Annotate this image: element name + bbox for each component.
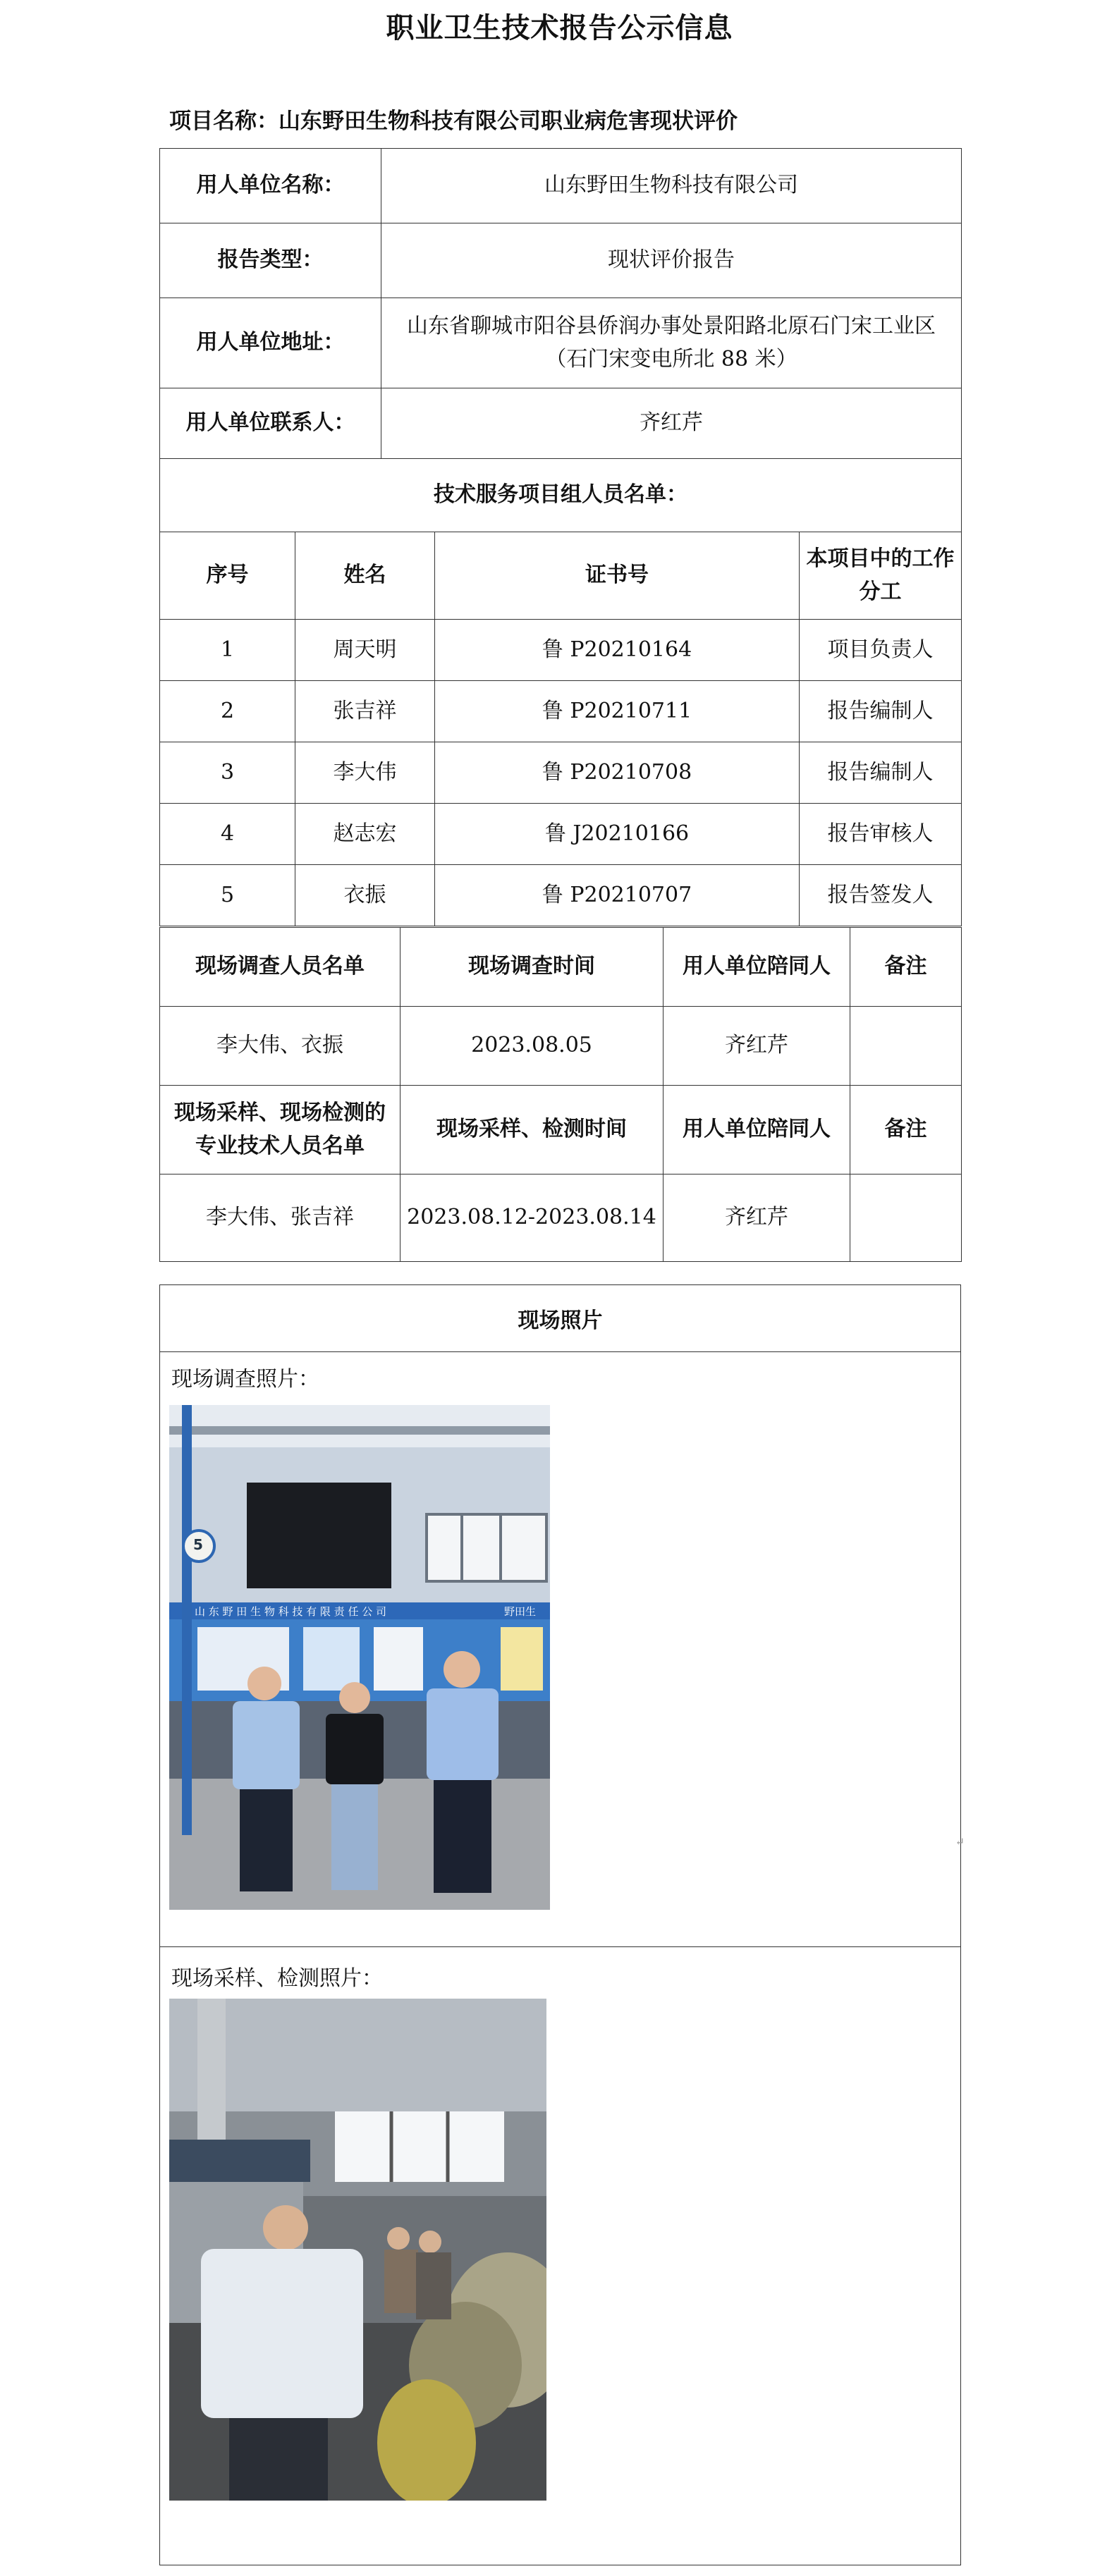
sampling-companion: 齐红芹	[664, 1174, 850, 1262]
survey-time: 2023.08.05	[400, 1007, 664, 1086]
survey-companion: 齐红芹	[664, 1007, 850, 1086]
address-value: 山东省聊城市阳谷县侨润办事处景阳路北原石门宋工业区（石门宋变电所北 88 米）	[381, 298, 962, 388]
team-cell: 李大伟	[295, 742, 435, 804]
photo-divider	[160, 1946, 960, 1947]
sampling-header-time: 现场采样、检测时间	[400, 1086, 664, 1174]
sampling-header-companion: 用人单位陪同人	[664, 1086, 850, 1174]
survey-photo-illustration	[169, 1405, 550, 1910]
table-row	[160, 804, 962, 865]
team-table	[159, 458, 962, 926]
team-cell: 衣振	[295, 865, 435, 926]
team-header-role: 本项目中的工作分工	[800, 532, 962, 620]
company-sign: 山 东 野 田 生 物 科 技 有 限 责 任 公 司	[195, 1605, 386, 1618]
report-type-value: 现状评价报告	[381, 223, 962, 298]
team-cell: 报告编制人	[800, 742, 962, 804]
page-title: 职业卫生技术报告公示信息	[386, 11, 733, 44]
address-label: 用人单位地址：	[160, 298, 381, 388]
photo-section-title: 现场照片	[160, 1285, 960, 1352]
survey-header-staff: 现场调查人员名单	[160, 928, 400, 1007]
team-cell: 鲁 J20210166	[435, 804, 800, 865]
table-row	[160, 865, 962, 926]
employer-label: 用人单位名称：	[160, 149, 381, 223]
table-row	[160, 681, 962, 742]
pole-number: 5	[193, 1536, 203, 1553]
team-cell: 周天明	[295, 620, 435, 681]
sampling-photo-illustration	[169, 1999, 546, 2501]
survey-header-time: 现场调查时间	[400, 928, 664, 1007]
team-cell: 3	[160, 742, 295, 804]
team-header-cert: 证书号	[435, 532, 800, 620]
team-header-no: 序号	[160, 532, 295, 620]
team-cell: 鲁 P20210707	[435, 865, 800, 926]
team-title: 技术服务项目组人员名单：	[160, 459, 962, 532]
employer-value: 山东野田生物科技有限公司	[381, 149, 962, 223]
survey-photo-label: 现场调查照片：	[171, 1367, 319, 1392]
team-cell: 5	[160, 865, 295, 926]
sampling-header-remark: 备注	[850, 1086, 962, 1174]
survey-photo	[169, 1405, 550, 1910]
team-cell: 鲁 P20210711	[435, 681, 800, 742]
team-cell: 鲁 P20210708	[435, 742, 800, 804]
table-row	[160, 620, 962, 681]
survey-table	[159, 927, 962, 1262]
contact-label: 用人单位联系人：	[160, 388, 381, 459]
sampling-photo	[169, 1999, 546, 2501]
team-cell: 报告签发人	[800, 865, 962, 926]
company-sign-partial: 野田生	[504, 1605, 537, 1618]
survey-header-remark: 备注	[850, 928, 962, 1007]
team-cell: 张吉祥	[295, 681, 435, 742]
team-cell: 报告编制人	[800, 681, 962, 742]
sampling-header-staff: 现场采样、现场检测的专业技术人员名单	[160, 1086, 400, 1174]
team-header-name: 姓名	[295, 532, 435, 620]
team-cell: 鲁 P20210164	[435, 620, 800, 681]
project-name: 项目名称：山东野田生物科技有限公司职业病危害现状评价	[169, 109, 738, 134]
team-cell: 报告审核人	[800, 804, 962, 865]
photo-section	[159, 1284, 965, 2565]
team-cell: 2	[160, 681, 295, 742]
team-cell: 项目负责人	[800, 620, 962, 681]
table-row	[160, 1007, 962, 1086]
report-type-label: 报告类型：	[160, 223, 381, 298]
table-row	[160, 742, 962, 804]
table-row	[160, 1174, 962, 1262]
edit-mark: ↵	[955, 1835, 965, 1848]
team-cell: 赵志宏	[295, 804, 435, 865]
team-cell: 4	[160, 804, 295, 865]
info-table	[159, 148, 962, 459]
survey-staff: 李大伟、衣振	[160, 1007, 400, 1086]
sampling-time: 2023.08.12-2023.08.14	[400, 1174, 664, 1262]
sampling-staff: 李大伟、张吉祥	[160, 1174, 400, 1262]
contact-value: 齐红芹	[381, 388, 962, 459]
survey-remark	[850, 1007, 962, 1086]
team-cell: 1	[160, 620, 295, 681]
sampling-remark	[850, 1174, 962, 1262]
sampling-photo-label: 现场采样、检测照片：	[171, 1966, 383, 1991]
survey-header-companion: 用人单位陪同人	[664, 928, 850, 1007]
